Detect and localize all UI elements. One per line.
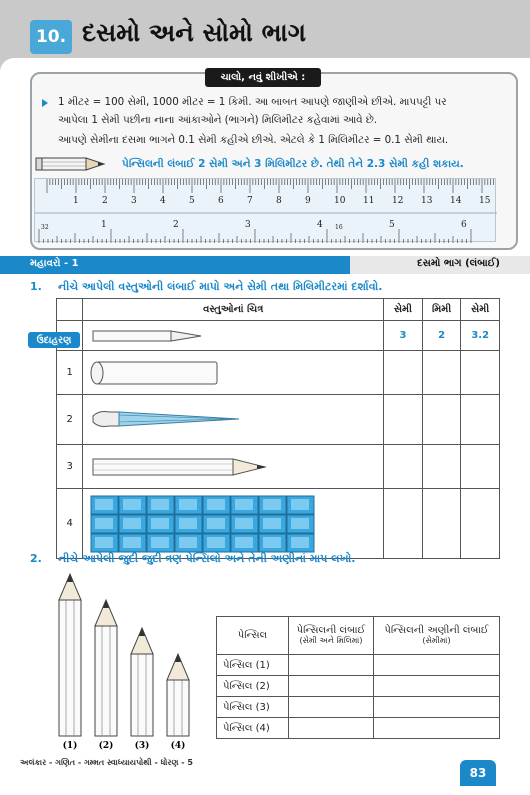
block-highlight bbox=[95, 518, 113, 529]
block-highlight bbox=[291, 499, 309, 510]
header-length-sub: (સેમી અને મિલિમાં) bbox=[299, 636, 363, 645]
chapter-number: 10. bbox=[30, 20, 72, 54]
block-highlight bbox=[151, 499, 169, 510]
block-highlight bbox=[123, 499, 141, 510]
row-label: પેન્સિલ (3) bbox=[217, 697, 289, 718]
ruler-top-number: 12 bbox=[392, 196, 404, 206]
block-highlight bbox=[151, 518, 169, 529]
ruler bbox=[34, 178, 496, 242]
row-number: 4 bbox=[57, 489, 83, 559]
block-highlight bbox=[291, 518, 309, 529]
pencil-picture bbox=[83, 445, 384, 489]
block-highlight bbox=[235, 518, 253, 529]
q2-text: નીચે આપેલી જુદી જુદી ત્રણ પેન્સિલો અને તેની અણીનાં માપ લખો. bbox=[58, 552, 356, 565]
block-highlight bbox=[263, 499, 281, 510]
pencil-body bbox=[95, 626, 117, 736]
table-row-example bbox=[57, 321, 500, 351]
ruler-unit-label: 16 bbox=[335, 224, 343, 231]
table-row bbox=[217, 718, 500, 739]
table-row bbox=[217, 697, 500, 718]
paintbrush-picture bbox=[83, 395, 384, 445]
ruler-top-number: 2 bbox=[102, 196, 108, 206]
ruler-bottom-number: 2 bbox=[173, 220, 179, 230]
ruler-bottom-number: 4 bbox=[317, 220, 323, 230]
block-highlight bbox=[263, 518, 281, 529]
header-mm: મિમી bbox=[422, 299, 461, 321]
pencil-body bbox=[59, 600, 81, 736]
table-row bbox=[217, 676, 500, 697]
row-number: 3 bbox=[57, 445, 83, 489]
cylinder-icon bbox=[89, 358, 229, 388]
block-highlight bbox=[263, 537, 281, 548]
block-highlight bbox=[123, 518, 141, 529]
practice-label: મહાવરો - 1 bbox=[30, 258, 79, 269]
row-label: પેન્સિલ (2) bbox=[217, 676, 289, 697]
block-highlight bbox=[179, 499, 197, 510]
row-label: પેન્સિલ (4) bbox=[217, 718, 289, 739]
block-highlight bbox=[291, 537, 309, 548]
long-pencil-icon bbox=[89, 452, 279, 482]
block-highlight bbox=[123, 537, 141, 548]
brush-icon bbox=[89, 400, 249, 440]
pencil-label-2: (2) bbox=[98, 741, 114, 751]
ruler-bottom-number: 3 bbox=[245, 220, 251, 230]
ruler-top-number: 6 bbox=[218, 196, 224, 206]
block-highlight bbox=[207, 518, 225, 529]
row-number: 2 bbox=[57, 395, 83, 445]
example-pencil-icon bbox=[91, 326, 211, 346]
example-cm-decimal: 3.2 bbox=[461, 321, 500, 351]
pencil-body bbox=[131, 654, 153, 736]
pencil-icon bbox=[34, 153, 116, 175]
header-length-title: પેન્સિલની લંબાઈ bbox=[296, 625, 366, 636]
block-highlight bbox=[179, 518, 197, 529]
header-cm: સેમી bbox=[384, 299, 423, 321]
example-cm: 3 bbox=[384, 321, 423, 351]
block-highlight bbox=[207, 537, 225, 548]
table-row bbox=[57, 489, 500, 559]
blocks-icon bbox=[89, 494, 329, 554]
table-row bbox=[217, 655, 500, 676]
ruler-bottom-number: 5 bbox=[389, 220, 395, 230]
measurement-table bbox=[56, 298, 500, 559]
example-mm: 2 bbox=[422, 321, 461, 351]
ruler-top-number: 4 bbox=[160, 196, 166, 206]
pencil-label-3: (3) bbox=[134, 741, 150, 751]
header-tip-sub: (સેમીમાં) bbox=[422, 636, 451, 645]
q1-number: 1. bbox=[30, 280, 42, 293]
header-blank bbox=[57, 299, 83, 321]
ruler-top-number: 11 bbox=[363, 196, 375, 206]
ruler-bottom-number: 6 bbox=[461, 220, 467, 230]
header-item: વસ્તુઓનાં ચિત્ર bbox=[83, 299, 384, 321]
practice-topic: દસમો ભાગ (લંબાઈ) bbox=[417, 258, 500, 269]
header-tip bbox=[373, 617, 499, 655]
ruler-scale bbox=[35, 179, 497, 243]
block-highlight bbox=[207, 499, 225, 510]
learn-line-1: 1 મીટર = 100 સેમી, 1000 મીટર = 1 કિમી. આ બાબત આપણે જાણીએ છીએ. માપપટ્ટી પર bbox=[58, 96, 447, 108]
bullet-arrow-icon bbox=[42, 99, 48, 107]
ruler-top-number: 14 bbox=[450, 196, 462, 206]
blocks-picture bbox=[83, 489, 384, 559]
table-row bbox=[57, 395, 500, 445]
ruler-top-number: 7 bbox=[247, 196, 253, 206]
q2-number: 2. bbox=[30, 552, 42, 565]
four-pencils-illustration bbox=[44, 570, 204, 752]
learn-line-2: આપેલા 1 સેમી પછીના નાના આંકાઓને (ભાગને) મિલિમીટર કહેવામાં આવે છે. bbox=[58, 114, 378, 126]
ruler-top-number: 5 bbox=[189, 196, 195, 206]
header-length bbox=[289, 617, 374, 655]
block-highlight bbox=[179, 537, 197, 548]
block-highlight bbox=[95, 537, 113, 548]
learn-line-3: આપણે સેમીના દસમા ભાગને 0.1 સેમી કહીએ છીએ. એટલે કે 1 મિલિમીટર = 0.1 સેમી થાય. bbox=[58, 134, 449, 146]
ruler-bottom-number: 1 bbox=[101, 220, 107, 230]
block-highlight bbox=[95, 499, 113, 510]
learn-tab: ચાલો, નવું શીખીએ : bbox=[205, 68, 321, 87]
page-number: 83 bbox=[460, 760, 496, 786]
ruler-top-number: 13 bbox=[421, 196, 433, 206]
pencil-label-4: (4) bbox=[170, 741, 186, 751]
block-highlight bbox=[235, 537, 253, 548]
pencil-length-note: પેન્સિલની લંબાઈ 2 સેમી અને 3 મિલિમીટર છે. તેથી તેને 2.3 સેમી કહી શકાય. bbox=[122, 158, 464, 170]
row-number: 1 bbox=[57, 351, 83, 395]
pencil-body bbox=[167, 680, 189, 736]
example-picture bbox=[83, 321, 384, 351]
block-highlight bbox=[151, 537, 169, 548]
ruler-top-number: 3 bbox=[131, 196, 137, 206]
table-row bbox=[57, 351, 500, 395]
pencil-measure-table bbox=[216, 616, 500, 739]
example-tag: ઉદાહરણ bbox=[28, 332, 80, 348]
table-header-row bbox=[217, 617, 500, 655]
table-row bbox=[57, 445, 500, 489]
header-cm-decimal: સેમી bbox=[461, 299, 500, 321]
header-pencil: પેન્સિલ bbox=[217, 617, 289, 655]
footer-text: અલંકાર - ગણિત - ગમ્મત સ્વાધ્યાયપોથી - ધોરણ - 5 bbox=[20, 758, 193, 767]
ruler-top-number: 1 bbox=[73, 196, 79, 206]
ruler-top-number: 9 bbox=[305, 196, 311, 206]
header-tip-title: પેન્સિલની અણીની લંબાઈ bbox=[384, 625, 489, 636]
table-header-row bbox=[57, 299, 500, 321]
ruler-top-number: 15 bbox=[479, 196, 491, 206]
ruler-top-number: 10 bbox=[334, 196, 346, 206]
ruler-unit-label: 32 bbox=[41, 224, 49, 231]
q1-text: નીચે આપેલી વસ્તુઓની લંબાઈ માપો અને સેમી તથા મિલિમીટરમાં દર્શાવો. bbox=[58, 280, 383, 293]
row-label: પેન્સિલ (1) bbox=[217, 655, 289, 676]
pencil-label-1: (1) bbox=[62, 741, 78, 751]
block-highlight bbox=[235, 499, 253, 510]
chapter-title: દસમો અને સોમો ભાગ bbox=[82, 18, 307, 47]
ruler-top-number: 8 bbox=[276, 196, 282, 206]
cylinder-picture bbox=[83, 351, 384, 395]
